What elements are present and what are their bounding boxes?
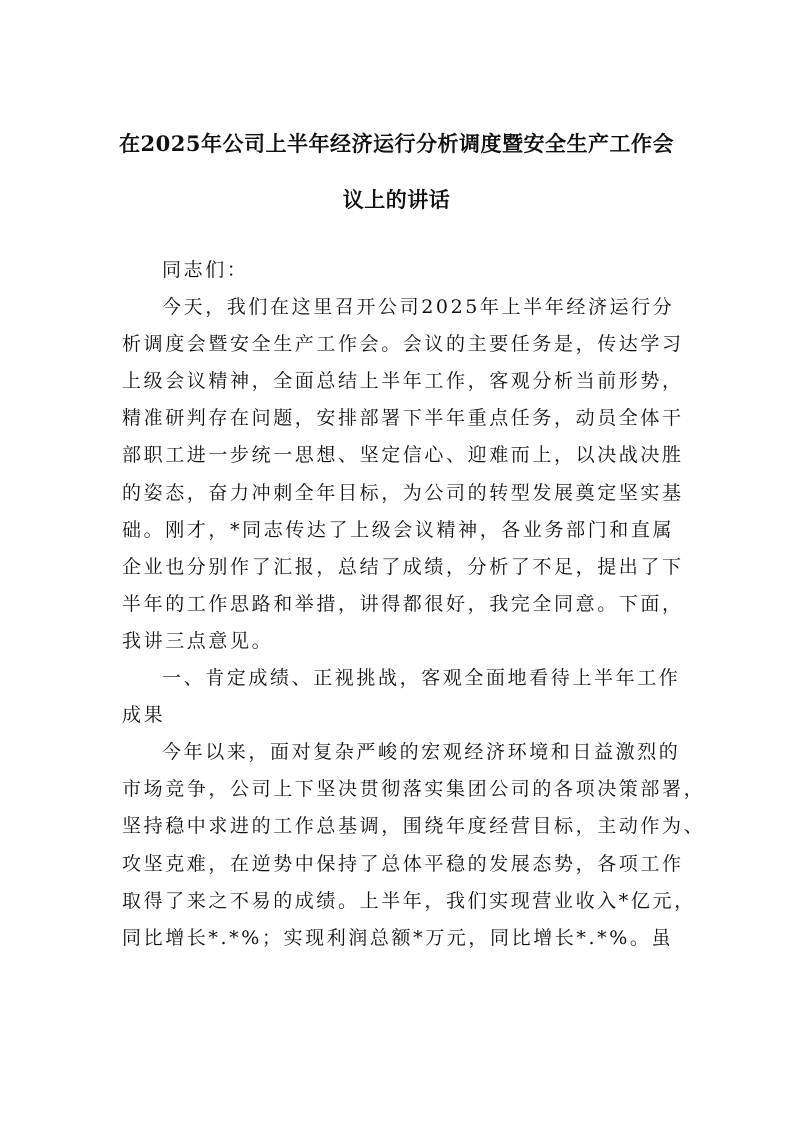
paragraph-line: 础。刚才，*同志传达了上级会议精神，各业务部门和直属 (122, 518, 675, 541)
paragraph-line: 我讲三点意见。 (122, 629, 274, 652)
paragraph-line: 上级会议精神，全面总结上半年工作，客观分析当前形势， (122, 370, 684, 393)
paragraph-line: 析调度会暨安全生产工作会。会议的主要任务是，传达学习 (122, 333, 684, 356)
document-title-line-1: 在2025年公司上半年经济运行分析调度暨安全生产工作会 (119, 131, 674, 156)
paragraph-line: 取得了来之不易的成绩。上半年，我们实现营业收入*亿元， (122, 889, 696, 912)
paragraph-line: 市场竞争，公司上下坚决贯彻落实集团公司的各项决策部署， (122, 778, 706, 801)
document-title-line-2: 议上的讲话 (342, 187, 451, 212)
paragraph-line: 半年的工作思路和举措，讲得都很好，我完全同意。下面， (122, 592, 684, 615)
paragraph-line: 企业也分别作了汇报，总结了成绩，分析了不足，提出了下 (122, 555, 684, 578)
paragraph-line: 的姿态，奋力冲刺全年目标，为公司的转型发展奠定坚实基 (122, 481, 684, 504)
paragraph-line: 成果 (122, 704, 166, 727)
paragraph-line: 同比增长*.*%；实现利润总额*万元，同比增长*.*%。虽 (122, 926, 674, 949)
paragraph-line: 今年以来，面对复杂严峻的宏观经济环境和日益激烈的 (162, 741, 681, 764)
paragraph-line: 精准研判存在问题，安排部署下半年重点任务，动员全体干 (122, 407, 684, 430)
paragraph-line: 部职工进一步统一思想、坚定信心、迎难而上，以决战决胜 (122, 444, 684, 467)
document-body (122, 252, 706, 957)
paragraph-line: 今天，我们在这里召开公司2025年上半年经济运行分 (162, 296, 675, 319)
paragraph-line: 坚持稳中求进的工作总基调，围绕年度经营目标，主动作为、 (122, 815, 706, 838)
paragraph-line: 一、肯定成绩、正视挑战，客观全面地看待上半年工作 (162, 667, 681, 690)
paragraph-line: 同志们： (162, 259, 249, 281)
paragraph-line: 攻坚克难，在逆势中保持了总体平稳的发展态势，各项工作 (122, 852, 684, 875)
